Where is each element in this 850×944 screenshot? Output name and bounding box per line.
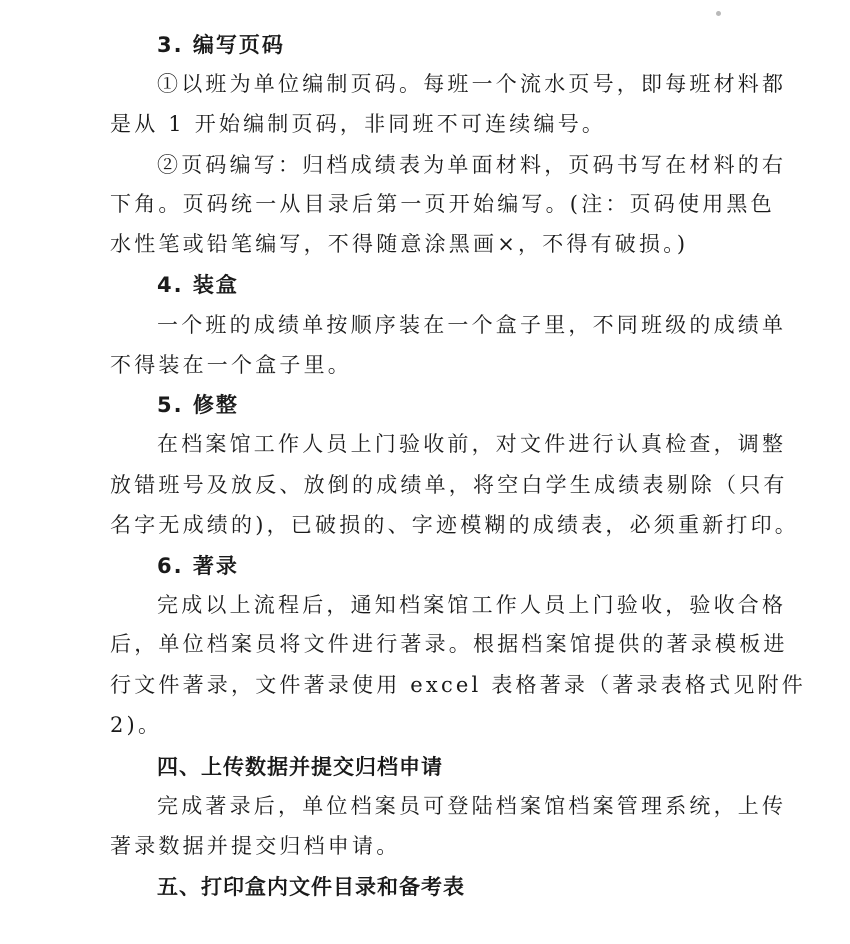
section-heading-4: 4. 装盒 bbox=[157, 273, 239, 297]
paragraph-line: 完成著录后，单位档案员可登陆档案馆档案管理系统，上传 bbox=[157, 794, 787, 818]
scan-speck bbox=[716, 11, 721, 16]
paragraph-line: ②页码编写：归档成绩表为单面材料，页码书写在材料的右 bbox=[157, 153, 787, 177]
paragraph-line: 2)。 bbox=[110, 713, 163, 737]
paragraph-line: 后，单位档案员将文件进行著录。根据档案馆提供的著录模板进 bbox=[110, 632, 788, 656]
paragraph-line: 一个班的成绩单按顺序装在一个盒子里，不同班级的成绩单 bbox=[157, 313, 787, 337]
paragraph-line: 完成以上流程后，通知档案馆工作人员上门验收，验收合格 bbox=[157, 593, 787, 617]
paragraph-line: 著录数据并提交归档申请。 bbox=[110, 834, 401, 858]
paragraph-line: 行文件著录，文件著录使用 excel 表格著录（著录表格式见附件 bbox=[110, 673, 806, 697]
section-heading-5: 5. 修整 bbox=[157, 393, 239, 417]
section-heading-3: 3. 编写页码 bbox=[157, 33, 285, 57]
chapter-heading-4: 四、上传数据并提交归档申请 bbox=[157, 755, 443, 779]
paragraph-line: 下角。页码统一从目录后第一页开始编写。(注：页码使用黑色 bbox=[110, 192, 775, 216]
paragraph-line: 水性笔或铅笔编写，不得随意涂黑画×，不得有破损。) bbox=[110, 232, 689, 256]
paragraph-line: 不得装在一个盒子里。 bbox=[110, 353, 352, 377]
section-heading-6: 6. 著录 bbox=[157, 554, 239, 578]
paragraph-line: 放错班号及放反、放倒的成绩单，将空白学生成绩表剔除（只有 bbox=[110, 473, 788, 497]
paragraph-line: ①以班为单位编制页码。每班一个流水页号，即每班材料都 bbox=[157, 72, 787, 96]
paragraph-line: 名字无成绩的)，已破损的、字迹模糊的成绩表，必须重新打印。 bbox=[110, 513, 799, 537]
chapter-heading-5: 五、打印盒内文件目录和备考表 bbox=[157, 875, 465, 899]
paragraph-line: 是从 1 开始编制页码，非同班不可连续编号。 bbox=[110, 112, 607, 136]
paragraph-line: 在档案馆工作人员上门验收前，对文件进行认真检查，调整 bbox=[157, 432, 787, 456]
